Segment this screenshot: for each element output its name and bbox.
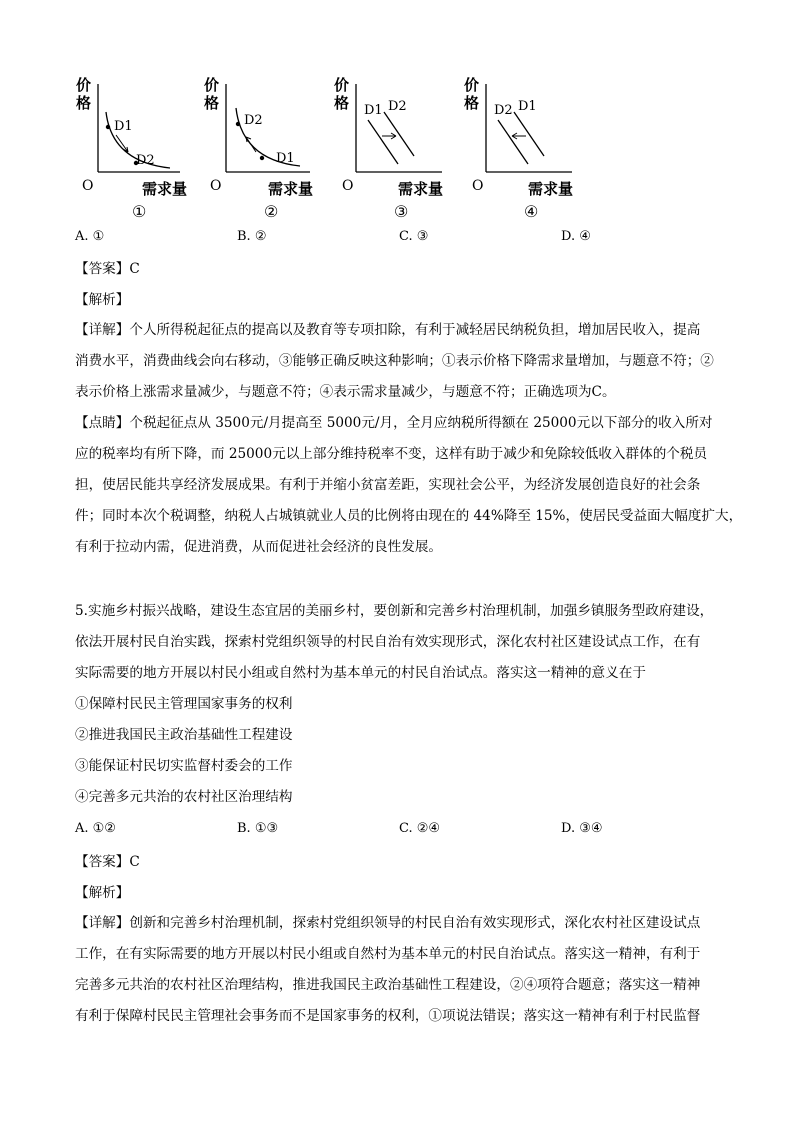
- q5-detail-line: 【详解】创新和完善乡村治理机制，探索村党组织领导的村民自治有效实现形式，深化农村社区建设试点: [75, 915, 701, 931]
- x-axis-label: 需求量: [528, 180, 574, 198]
- q5-stem-line: 依法开展村民自治实践，探索村党组织领导的村民自治有效实现形式，深化农村社区建设试点工作，在有: [75, 634, 701, 650]
- graph-2: [202, 72, 332, 222]
- graph-number: ②: [264, 202, 279, 221]
- q5-item: ②推进我国民主政治基础性工程建设: [75, 727, 293, 743]
- q4-option-a: A. ①: [75, 229, 105, 244]
- q4-options: [75, 229, 735, 249]
- curve-label-2: D1: [518, 99, 537, 114]
- y-label-bottom: 格: [204, 94, 220, 112]
- q4-note-line: 担，使居民能共享经济发展成果。有利于并缩小贫富差距，实现社会公平，为经济发展创造良好的社会条: [75, 477, 701, 493]
- curve-label-2: D2: [388, 99, 407, 114]
- origin-label: O: [82, 178, 94, 194]
- graph-2-svg: [202, 72, 332, 222]
- q4-note-line: 应的税率均有所下降，而 25000元以上部分维持税率不变，这样有助于减少和免除较低收入群体的个税员: [75, 446, 708, 462]
- point-d1: [106, 125, 110, 129]
- point-d1: [260, 156, 264, 160]
- q4-analysis-heading: 【解析】: [75, 292, 130, 308]
- curve-label-1: D1: [114, 119, 133, 134]
- q4-option-c: C. ③: [399, 229, 429, 244]
- q5-answer: 【答案】C: [75, 854, 140, 870]
- q4-note-line: 有利于拉动内需，促进消费，从而促进社会经济的良性发展。: [75, 539, 443, 555]
- q5-detail-line: 工作，在有实际需要的地方开展以村民小组或自然村为基本单元的村民自治试点。落实这一精神，有利于: [75, 946, 701, 962]
- q5-stem: [75, 596, 735, 689]
- graph-1-svg: [70, 72, 200, 222]
- q4-detail-line: 【详解】个人所得税起征点的提高以及教育等专项扣除，有利于减轻居民纳税负担，增加居民收入，提高: [75, 322, 701, 338]
- y-label-top: 价: [464, 76, 480, 94]
- y-label-bottom: 格: [334, 94, 350, 112]
- q5-item: ④完善多元共治的农村社区治理结构: [75, 789, 293, 805]
- movement-arrow: [246, 137, 256, 152]
- y-label-top: 价: [334, 76, 350, 94]
- y-label-top: 价: [76, 76, 92, 94]
- q5-stem-line: 5.实施乡村振兴战略，建设生态宜居的美丽乡村，要创新和完善乡村治理机制，加强乡镇服务型政府建设，: [75, 603, 714, 619]
- graph-3: [332, 72, 462, 222]
- q5-analysis-heading: 【解析】: [75, 885, 130, 901]
- q4-option-b: B. ②: [237, 229, 267, 244]
- q5-option-a: A. ①②: [75, 821, 116, 836]
- graph-4: [462, 72, 592, 222]
- q5-stem-line: 实际需要的地方开展以村民小组或自然村为基本单元的村民自治试点。落实这一精神的意义在于: [75, 665, 646, 681]
- q5-options: [75, 821, 735, 841]
- q5-item: ③能保证村民切实监督村委会的工作: [75, 758, 293, 774]
- q5-option-b: B. ①③: [237, 821, 279, 836]
- q5-option-d: D. ③④: [561, 821, 603, 836]
- q4-detail-line: 表示价格上涨需求量减少，与题意不符；④表示需求量减少，与题意不符；正确选项为C。: [75, 384, 616, 400]
- q4-note-line: 件；同时本次个税调整，纳税人占城镇就业人员的比例将由现在的 44%降至 15%，使居民受益面大幅度扩大，: [75, 508, 743, 524]
- y-label-top: 价: [204, 76, 220, 94]
- q4-detail-line: 消费水平，消费曲线会向右移动，③能够正确反映这种影响；①表示价格下降需求量增加，与题意不符；②: [75, 353, 714, 369]
- x-axis-label: 需求量: [268, 180, 314, 198]
- q4-note-line: 【点睛】个税起征点从 3500元/月提高至 5000元/月，全月应纳税所得额在 25000元以下部分的收入所对: [75, 415, 713, 431]
- graph-4-svg: [462, 72, 592, 222]
- q5-detail: [75, 908, 735, 1032]
- q4-note: [75, 408, 743, 563]
- q4-option-d: D. ④: [561, 229, 591, 244]
- graph-number: ①: [132, 202, 147, 221]
- origin-label: O: [472, 178, 484, 194]
- demand-graphs: [70, 72, 590, 222]
- x-axis-label: 需求量: [398, 180, 444, 198]
- x-axis-label: 需求量: [142, 180, 188, 198]
- graph-1: [70, 72, 200, 222]
- q5-detail-line: 有利于保障村民民主管理社会事务而不是国家事务的权利，①项说法错误；落实这一精神有利于村民监督: [75, 1008, 701, 1024]
- origin-label: O: [342, 178, 354, 194]
- curve-label-1: D1: [364, 103, 383, 118]
- q5-option-c: C. ②④: [399, 821, 441, 836]
- q5-item: ①保障村民民主管理国家事务的权利: [75, 696, 293, 712]
- q4-answer: 【答案】C: [75, 261, 140, 277]
- q5-items: [75, 689, 735, 813]
- point-d2: [236, 122, 240, 126]
- y-label-bottom: 格: [464, 94, 480, 112]
- curve-label-1: D2: [494, 103, 513, 118]
- curve-label-2: D1: [276, 151, 295, 166]
- graph-number: ③: [394, 202, 409, 221]
- y-label-bottom: 格: [76, 94, 92, 112]
- q5-detail-line: 完善多元共治的农村社区治理结构，推进我国民主政治基础性工程建设，②④项符合题意；落实这一精神: [75, 977, 701, 993]
- graph-3-svg: [332, 72, 462, 222]
- origin-label: O: [210, 178, 222, 194]
- curve-label-2: D2: [136, 153, 155, 168]
- q4-detail: [75, 315, 735, 408]
- curve-label-1: D2: [244, 113, 263, 128]
- graph-number: ④: [524, 202, 539, 221]
